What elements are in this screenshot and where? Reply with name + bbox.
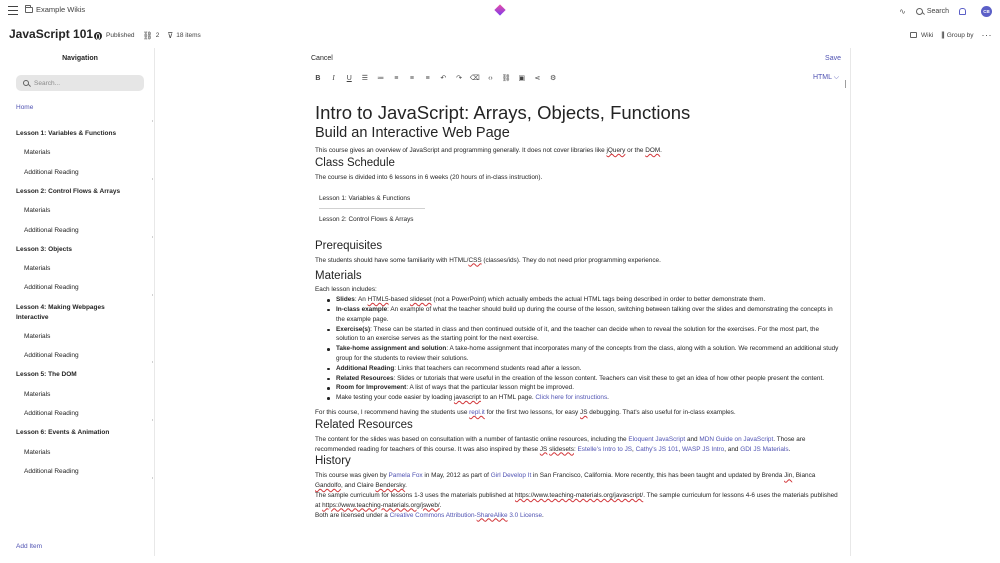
save-button[interactable]: Save: [825, 55, 841, 62]
more-options-button[interactable]: [982, 30, 993, 40]
wiki-view-button[interactable]: [910, 32, 933, 39]
format-select-value: HTML: [812, 74, 832, 81]
list-item: Room for Improvement: A list of ways that the particular lesson might be improved.: [327, 383, 841, 393]
align-right-icon[interactable]: ≡: [425, 74, 430, 82]
schedule-table: [319, 188, 425, 230]
avatar[interactable]: CB: [981, 6, 992, 17]
list-item: Additional Reading: Links that teachers can recommend students read after a lesson.: [327, 364, 841, 374]
group-by-button[interactable]: [941, 32, 973, 39]
estelle-link[interactable]: Estelle's Intro to JS: [577, 445, 633, 453]
mdn-guide-link[interactable]: MDN Guide on JavaScript: [699, 435, 774, 443]
girl-develop-it-link[interactable]: Girl Develop It: [490, 472, 532, 480]
share-icon[interactable]: ⋖: [534, 75, 541, 82]
gear-icon[interactable]: ⚙: [550, 75, 557, 82]
nav-divider: [152, 477, 153, 479]
list-item: In-class example: An example of what the teacher should build up during the course of the lesson, switching between talking over the slides and demonstrating the concepts in the example page.: [327, 305, 841, 325]
page-meta: [94, 31, 209, 40]
related-paragraph: The content for the slides was based on consultation with a number of fantastic online resources, including the Eloquent JavaScript and MDN Guide on JavaScript. Those are recommended reading for teachers of this course. It was also inspired by these JS slidesets: Estelle's Intro to JS, Cathy's JS 101, WASP JS Intro, and GDI JS Materials.: [315, 435, 806, 453]
eloquent-js-link[interactable]: Eloquent JavaScript: [628, 435, 686, 443]
license-paragraph: Both are licensed under a Creative Commons Attribution-ShareAlike 3.0 License.: [315, 511, 544, 519]
history-heading: History: [315, 455, 351, 468]
search-icon: [23, 80, 29, 86]
sidebar-item-lesson-4-materials[interactable]: Materials: [24, 333, 51, 340]
sidebar-item-lesson-1[interactable]: Lesson 1: Variables & Functions: [16, 130, 117, 137]
nav-search-placeholder: Search...: [34, 79, 61, 87]
sidebar-item-lesson-2-materials[interactable]: Materials: [24, 207, 51, 214]
materials-paragraph: Each lesson includes:: [315, 286, 377, 294]
app-logo-icon: [494, 4, 505, 15]
nav-divider: [152, 419, 153, 421]
nav-divider: [152, 294, 153, 296]
sidebar-item-lesson-5-materials[interactable]: Materials: [24, 391, 51, 398]
underline-icon[interactable]: U: [346, 74, 352, 82]
search-icon: [916, 8, 923, 15]
menu-icon[interactable]: [8, 6, 18, 15]
list-item: Slides: An HTML5-based slideset (not a PowerPoint) which actually embeds the actual HTML tags being described in order to better demonstrate them.: [327, 295, 841, 305]
schedule-paragraph: The course is divided into 6 lessons in 6 weeks (20 hours of in-class instruction).: [315, 173, 543, 181]
doc-title: Intro to JavaScript: Arrays, Objects, Functions: [315, 102, 691, 123]
doc-subtitle: Build an Interactive Web Page: [315, 125, 510, 141]
sidebar-item-lesson-1-reading[interactable]: Additional Reading: [24, 169, 79, 176]
more-icon: ···: [981, 30, 992, 40]
wiki-icon: [910, 32, 917, 38]
wasp-link[interactable]: WASP JS Intro: [681, 445, 725, 453]
nav-divider: [152, 236, 153, 238]
links-count-label: 2: [155, 32, 160, 39]
sidebar: [0, 48, 155, 556]
prereq-paragraph: The students should have some familiarity with HTML/CSS (classes/ids). They do not need prior programming experience.: [315, 256, 661, 264]
intro-paragraph: This course gives an overview of JavaScript and programming generally. It does not cover libraries like jQuery or the DOM.: [315, 147, 662, 154]
nav-divider: [152, 361, 153, 363]
url-lessons-4-6[interactable]: https://www.teaching-materials.org/jsweb/: [322, 501, 440, 509]
sidebar-item-lesson-4-reading[interactable]: Additional Reading: [24, 352, 79, 359]
status-label: Published: [106, 32, 135, 39]
cancel-button[interactable]: Cancel: [311, 55, 333, 62]
list-item: Make testing your code easier by loading javascript to an HTML page. Click here for instructions.: [327, 393, 841, 403]
activity-button[interactable]: [899, 7, 906, 16]
undo-icon[interactable]: ↶: [440, 75, 447, 82]
schedule-heading: Class Schedule: [315, 156, 395, 169]
nav-divider: [152, 120, 153, 122]
italic-icon[interactable]: I: [332, 74, 335, 82]
code-icon[interactable]: ‹›: [488, 74, 493, 82]
sidebar-item-lesson-6[interactable]: Lesson 6: Events & Animation: [16, 429, 110, 436]
sidebar-item-lesson-3[interactable]: Lesson 3: Objects: [16, 246, 72, 253]
clear-format-icon[interactable]: ⌫: [469, 75, 480, 82]
bold-icon[interactable]: B: [315, 74, 321, 82]
group-by-icon: |||: [941, 31, 944, 39]
links-count[interactable]: [143, 31, 160, 40]
sidebar-item-lesson-2-reading[interactable]: Additional Reading: [24, 227, 79, 234]
link-icon[interactable]: ⛓: [501, 75, 511, 82]
numbered-list-icon[interactable]: ≔: [377, 75, 385, 82]
page-title: JavaScript 101: [9, 27, 94, 41]
history-paragraph: This course was given by Pamela Fox in May, 2012 as part of Girl Develop It in San Francisco, California. More recently, this has been taught and updated by Brenda Jin, Bianca Gandolfo, and Claire Bendersky.: [315, 472, 816, 490]
related-heading: Related Resources: [315, 418, 413, 431]
nav-search-input[interactable]: [16, 75, 144, 91]
items-count-label: 18 items: [176, 32, 201, 39]
table-row: Lesson 1: Variables & Functions: [319, 188, 425, 209]
title-row: [0, 24, 1000, 46]
wiki-label: Wiki: [921, 31, 934, 39]
breadcrumb[interactable]: Example Wikis: [36, 5, 86, 14]
sidebar-item-lesson-3-materials[interactable]: Materials: [24, 265, 51, 272]
nav-divider: [152, 178, 153, 180]
format-select[interactable]: [813, 74, 839, 82]
folder-icon: [25, 7, 33, 13]
publish-status[interactable]: [94, 32, 135, 40]
filter-icon: ⊽: [167, 31, 174, 40]
url-lessons-1-3[interactable]: https://www.teaching-materials.org/javascript/: [514, 491, 644, 499]
sidebar-item-lesson-2[interactable]: Lesson 2: Control Flows & Arrays: [16, 188, 121, 195]
bullet-list-icon[interactable]: ☰: [361, 75, 369, 82]
align-center-icon[interactable]: ≡: [409, 74, 415, 82]
sidebar-item-lesson-5-reading[interactable]: Additional Reading: [24, 410, 79, 417]
pamela-fox-link[interactable]: Pamela Fox: [388, 472, 423, 480]
items-count[interactable]: [167, 31, 200, 40]
sidebar-item-lesson-6-reading[interactable]: Additional Reading: [24, 468, 79, 475]
top-bar: [0, 0, 1000, 22]
notifications-button[interactable]: [959, 8, 971, 15]
bell-icon: [959, 8, 966, 15]
search-label: Search: [926, 7, 949, 15]
top-actions: [899, 4, 1000, 18]
list-item: Exercise(s): These can be started in class and then continued outside of it, and the teacher can decide when to reveal the solution for the exercises. For the most part, the solution to an exercise serves as the starting point for the next exercise.: [327, 325, 841, 345]
table-row: Lesson 2: Control Flows & Arrays: [319, 215, 414, 223]
nav-title: Navigation: [62, 55, 98, 62]
replit-link[interactable]: repl.it: [469, 408, 485, 416]
search-button[interactable]: [916, 8, 949, 15]
editor-pane: [306, 48, 851, 556]
sidebar-item-home[interactable]: Home: [16, 104, 34, 111]
activity-icon: ∿: [899, 6, 906, 16]
sidebar-item-lesson-1-materials[interactable]: Materials: [24, 149, 51, 156]
globe-icon: [94, 32, 102, 40]
chevron-down-icon: ⌵: [833, 74, 839, 81]
prereq-heading: Prerequisites: [315, 239, 383, 252]
materials-heading: Materials: [315, 270, 362, 283]
cathy-link[interactable]: Cathy's JS 101: [635, 445, 679, 453]
format-toolbar: [310, 73, 561, 83]
align-left-icon[interactable]: ≡: [394, 74, 399, 82]
sidebar-item-lesson-6-materials[interactable]: Materials: [24, 449, 51, 456]
document-body[interactable]: [315, 100, 841, 520]
image-icon[interactable]: ▣: [518, 75, 526, 82]
link-icon: ⛓: [142, 31, 153, 40]
curriculum-paragraph: The sample curriculum for lessons 1-3 uses the materials published at https://www.teaching-materials.org/javascript/. The sample curriculum for lessons 4-6 uses the materials published at https://www.teaching-materials.org/jsweb/.: [315, 491, 838, 509]
add-item-button[interactable]: Add Item: [16, 543, 43, 550]
scrollbar[interactable]: [845, 80, 846, 88]
sidebar-item-lesson-3-reading[interactable]: Additional Reading: [24, 284, 79, 291]
list-item: Take-home assignment and solution: A take-home assignment that incorporates many of the concepts from the class, along with a solution. We recommend an additional study group for the students to review their solutions.: [327, 344, 841, 364]
sidebar-item-lesson-5[interactable]: Lesson 5: The DOM: [16, 371, 77, 378]
list-item: Related Resources: Slides or tutorials that were useful in the creation of the lesson content. Teachers can visit these to get an idea of how other people present the content.: [327, 374, 841, 384]
redo-icon[interactable]: ↷: [456, 75, 462, 82]
repl-paragraph: For this course, I recommend having the students use repl.it for the first two lessons, for easy JS debugging. That's also useful for in-class examples.: [315, 408, 736, 416]
gdi-link[interactable]: GDI JS Materials: [740, 445, 789, 453]
instructions-link[interactable]: Click here for instructions: [535, 394, 608, 402]
materials-list: [327, 295, 841, 403]
sidebar-item-lesson-4[interactable]: Lesson 4: Making Webpages Interactive: [16, 304, 105, 321]
license-link[interactable]: Creative Commons Attribution-ShareAlike 3.0 License: [389, 511, 543, 519]
view-actions: [902, 30, 992, 40]
group-by-label: Group by: [946, 31, 974, 39]
